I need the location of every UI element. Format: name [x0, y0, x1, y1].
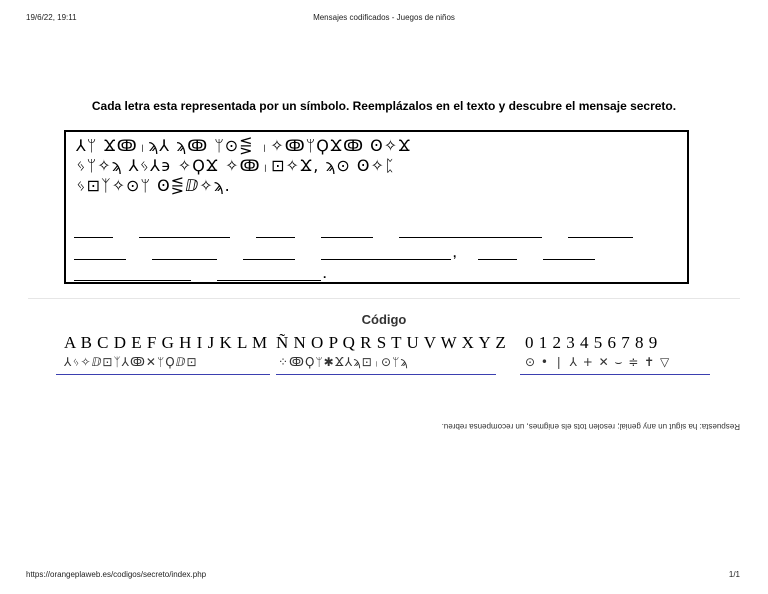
- code-title: Código: [361, 312, 407, 327]
- answer-blank[interactable]: [399, 223, 542, 238]
- print-datetime: 19/6/22, 19:11: [26, 13, 77, 22]
- key-underline-n-z: [276, 374, 496, 375]
- key-letters-a-m: A B C D E F G H I J K L M: [64, 333, 268, 352]
- answer-blank[interactable]: [568, 223, 633, 238]
- key-letters-n-z: Ñ N O P Q R S T U V W X Y Z: [276, 333, 507, 352]
- upside-down-answer: Respuesta: ha sigut un any genial; resolen tots els enigmes, un recompensa rebreu.: [441, 422, 740, 431]
- answer-blank[interactable]: [478, 245, 517, 260]
- answer-blank[interactable]: [243, 245, 295, 260]
- footer-page-number: 1/1: [728, 570, 740, 579]
- comma-mark: ,: [453, 246, 457, 260]
- answer-blank[interactable]: [139, 223, 230, 238]
- key-underline-a-m: [56, 374, 270, 375]
- key-digits: 0 1 2 3 4 5 6 7 8 9: [525, 333, 658, 352]
- answer-blank[interactable]: [256, 223, 295, 238]
- answer-blank-line-1[interactable]: [74, 220, 659, 236]
- answer-blank[interactable]: [543, 245, 595, 260]
- puzzle-box: [64, 130, 689, 284]
- key-underline-digits: [520, 374, 710, 375]
- answer-blank[interactable]: [321, 223, 373, 238]
- answer-blank[interactable]: [74, 245, 126, 260]
- symbol-line-1: ⅄ᛘ Ϫↂᛧϡ⅄ ϡↂ ᛘ⊙⋚ ᛧ✧ↂᛘϘϪↂ Ꙩ✧Ϫ: [76, 136, 412, 155]
- key-symbols-n-z: ⁘ↂϘᛘ✱Ϫ⅄ϡ⊡ᛧ⊙ᛘϡ: [278, 355, 409, 369]
- footer-url: https://orangeplaweb.es/codigos/secreto/index.php: [26, 570, 207, 579]
- answer-blank-line-2[interactable]: [74, 242, 621, 258]
- answer-blank[interactable]: [74, 223, 113, 238]
- symbol-line-3: ᛃ⊡ᛉ✧⊙ᛘ Ꙩ⋚ⅅ✧ϡ.: [76, 176, 231, 195]
- section-divider: [28, 298, 740, 299]
- answer-blank[interactable]: [152, 245, 217, 260]
- answer-blank-line-3[interactable]: [74, 263, 348, 279]
- answer-blank[interactable]: [321, 245, 451, 260]
- page-title: Mensajes codificados - Juegos de niños: [313, 13, 455, 22]
- period-mark: .: [323, 267, 327, 281]
- answer-blank[interactable]: [74, 266, 191, 281]
- key-symbols-digits: ⊙ • ❘ ⅄ + ✕ ⌣ ≑ ✝ ▽: [525, 355, 671, 369]
- key-symbols-a-m: ⅄ᛃ✧ⅅ⊡ᛉ⅄ↂ✕ᛘϘⅅ⊡: [64, 355, 198, 369]
- symbol-line-2: ᛃᛘ✧ϡ ⅄ᛃ⅄϶ ✧ϘϪ ✧ↂᛧ⊡✧Ϫ, ϡ⊙ Ꙩ✧ᛈ: [76, 156, 396, 175]
- answer-blank[interactable]: [217, 266, 321, 281]
- instructions-text: Cada letra esta representada por un símbolo. Reemplázalos en el texto y descubre el mensaje secreto.: [91, 99, 677, 113]
